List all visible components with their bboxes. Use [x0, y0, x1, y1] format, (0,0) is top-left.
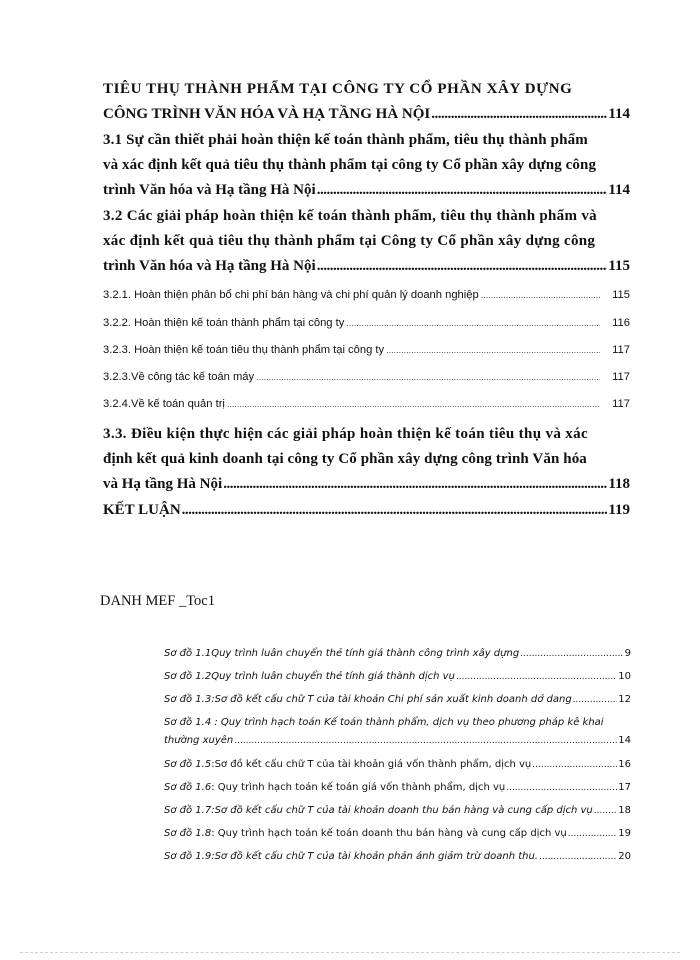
leader-dots [386, 343, 600, 357]
page-number: 9 [624, 648, 631, 659]
leader-dots [456, 670, 617, 684]
toc-entry-ket-luan[interactable] [103, 498, 630, 523]
leader-dots [227, 397, 600, 411]
leader-dots [346, 316, 600, 330]
figure-entry-1-8[interactable]: Sơ đồ 1.8 : Quy trình hạch toán kế toán doanh thu bán hàng và cung cấp dịch vụ ..... 19 [164, 827, 631, 841]
page-bottom-rule [20, 952, 680, 953]
toc-entry-3-2-1[interactable]: 3.2.1. Hoàn thiện phân bổ chi phí bán hàng và chi phí quản lý doanh nghiệp ..... 115 [103, 288, 630, 302]
figure-entry-1-3[interactable]: Sơ đồ 1.3 :Sơ đồ kết cấu chữ T của tài khoản Chi phí sản xuất kinh doanh dở dang ..... 12 [164, 693, 631, 707]
figure-entry-1-1[interactable]: Sơ đồ 1.1 Quy trình luân chuyển thẻ tính giá thành công trình xây dựng ..... 9 [164, 647, 631, 661]
leader-dots [573, 693, 618, 707]
toc-line: 3.2 Các giải pháp hoàn thiện kế toán thành phẩm, tiêu thụ thành phẩm và [103, 208, 597, 224]
page-number: 114 [608, 106, 630, 122]
toc-line: xác định kết quả tiêu thụ thành phẩm tại Công ty Cổ phần xây dựng công [103, 233, 596, 249]
toc-line: KẾT LUẬN ..... 119 [103, 498, 630, 523]
figure-entry-1-9[interactable]: Sơ đồ 1.9 :Sơ đồ kết cấu chữ T của tài khoản phản ánh giảm trừ doanh thu. ..... 20 [164, 850, 631, 864]
leader-dots [256, 370, 600, 384]
leader-dots [594, 804, 618, 818]
toc-entry-3-2-4[interactable]: 3.2.4.Về kế toán quản trị ..... 117 [103, 397, 630, 411]
leader-dots [223, 472, 607, 497]
figure-entry-1-5[interactable]: Sơ đồ 1.5 :Sơ đồ kết cấu chữ T của tài khoản giá vốn thành phẩm, dịch vụ ..... 16 [164, 758, 631, 772]
page-number: 12 [618, 694, 631, 705]
page-number: 10 [618, 671, 631, 682]
page-number: 17 [618, 782, 631, 793]
page-number: 117 [612, 344, 630, 356]
figure-entry-1-7[interactable]: Sơ đồ 1.7 :Sơ đồ kết cấu chữ T của tài khoản doanh thu bán hàng và cung cấp dịch vụ ..... 18 [164, 804, 631, 818]
toc-line: và Hạ tầng Hà Nội ..... 118 [103, 472, 630, 497]
figure-entry-1-6[interactable]: Sơ đồ 1.6 : Quy trình hạch toán kế toán giá vốn thành phẩm, dịch vụ ..... 17 [164, 781, 631, 795]
leader-dots [481, 288, 600, 302]
toc-entry-3-2[interactable] [103, 204, 630, 279]
figures-list-heading: DANH MEF _Toc1 [100, 593, 215, 609]
toc-line: 3.1 Sự cần thiết phải hoàn thiện kế toán thành phẩm, tiêu thụ thành phẩm [103, 132, 588, 148]
page-number: 118 [608, 476, 630, 492]
page-number: 18 [618, 805, 631, 816]
leader-dots [532, 758, 617, 772]
page-number: 115 [612, 289, 630, 301]
page-number: 117 [612, 371, 630, 383]
toc-entry-3-2-3[interactable]: 3.2.3. Hoàn thiện kế toán tiêu thụ thành phẩm tại công ty ..... 117 [103, 343, 630, 357]
leader-dots [182, 498, 608, 523]
page-number: 114 [608, 182, 630, 198]
leader-dots [234, 734, 617, 748]
toc-entry-3-1[interactable] [103, 128, 630, 203]
leader-dots [539, 850, 617, 864]
toc-line: 3.3. Điều kiện thực hiện các giải pháp hoàn thiện kế toán tiêu thụ và xác [103, 426, 589, 442]
toc-entry-chapter-title[interactable] [103, 77, 630, 127]
leader-dots [317, 178, 608, 203]
toc-line: trình Văn hóa và Hạ tầng Hà Nội ..... 115 [103, 254, 630, 279]
toc-entry-3-2-3-ke-toan-may[interactable]: 3.2.3.Về công tác kế toán máy ..... 117 [103, 370, 630, 384]
toc-line: trình Văn hóa và Hạ tầng Hà Nội ..... 114 [103, 178, 630, 203]
page-number: 117 [612, 398, 630, 410]
toc-line: và xác định kết quả tiêu thụ thành phẩm tại công ty Cổ phần xây dựng công [103, 157, 597, 173]
page-number: 16 [618, 759, 631, 770]
leader-dots [431, 102, 607, 127]
toc-line: CÔNG TRÌNH VĂN HÓA VÀ HẠ TẦNG HÀ NỘI ..... 114 [103, 102, 630, 127]
leader-dots [520, 647, 623, 661]
figure-line: thường xuyên ..... 14 [164, 734, 631, 748]
figure-line: Sơ đồ 1.4 : Quy trình hạch toán Kế toán thành phẩm, dịch vụ theo phương pháp kê khai [164, 717, 604, 728]
figure-entry-1-2[interactable]: Sơ đồ 1.2 Quy trình luân chuyển thẻ tính giá thành dịch vụ ..... 10 [164, 670, 631, 684]
leader-dots [317, 254, 608, 279]
toc-line: TIÊU THỤ THÀNH PHẨM TẠI CÔNG TY CỔ PHẦN XÂY DỰNG [103, 81, 573, 97]
page-number: 116 [612, 317, 630, 329]
page-number: 115 [608, 258, 630, 274]
page-number: 19 [618, 828, 631, 839]
leader-dots [568, 827, 618, 841]
toc-entry-3-3[interactable] [103, 422, 630, 497]
page-number: 14 [618, 735, 631, 746]
figure-entry-1-4[interactable] [164, 716, 631, 748]
leader-dots [506, 781, 617, 795]
toc-entry-3-2-2[interactable]: 3.2.2. Hoàn thiện kế toán thành phẩm tại công ty ..... 116 [103, 316, 630, 330]
page-number: 119 [608, 502, 630, 518]
page-number: 20 [618, 851, 631, 862]
toc-line: định kết quả kinh doanh tại công ty Cổ phần xây dựng công trình Văn hóa [103, 451, 587, 467]
